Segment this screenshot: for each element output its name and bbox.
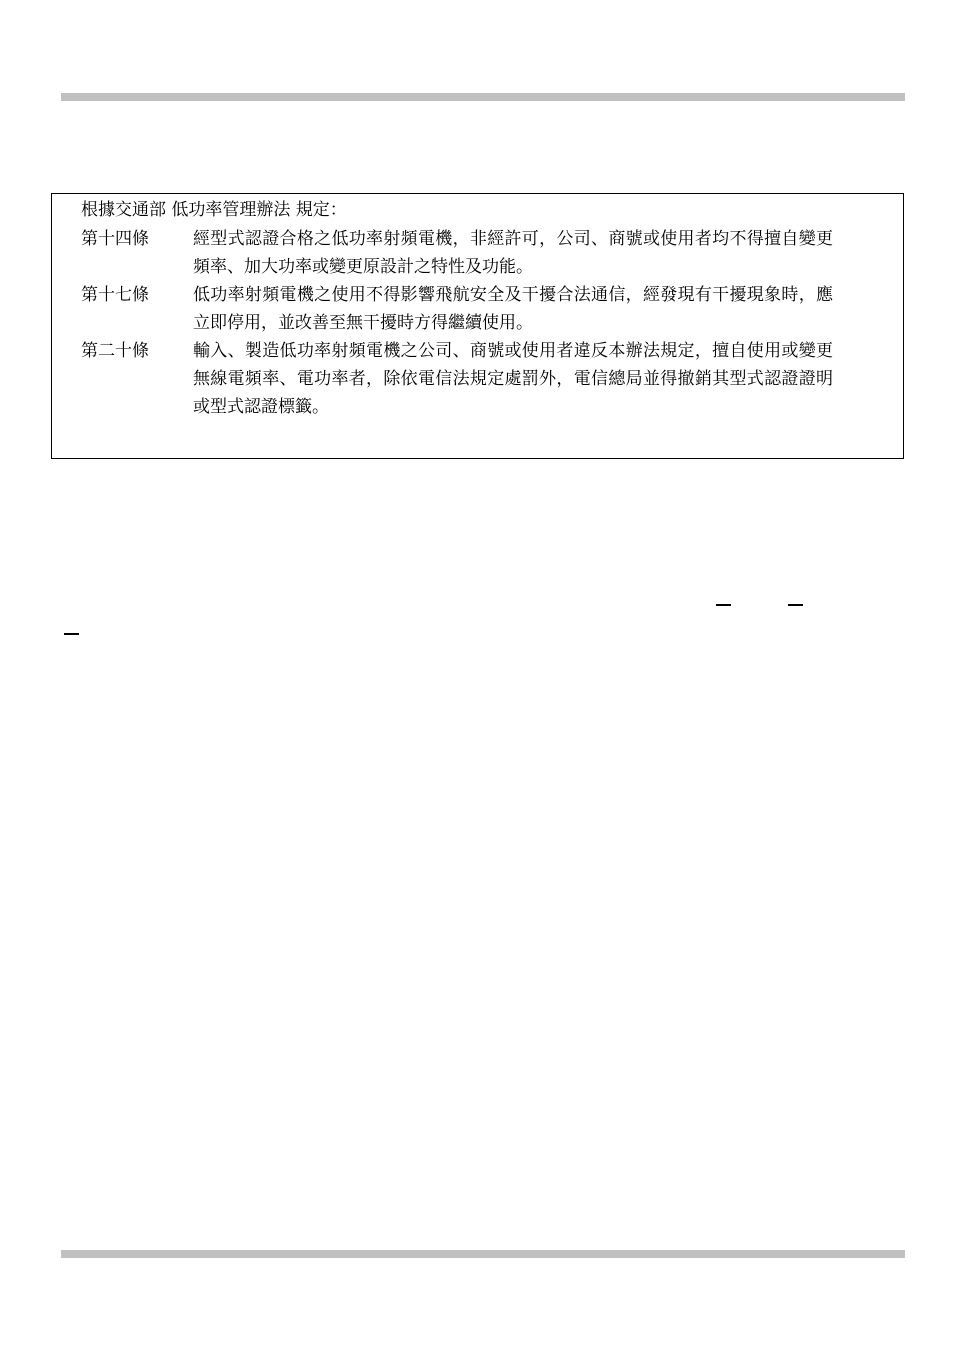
notice-intro: 根據交通部 低功率管理辦法 規定： bbox=[81, 200, 347, 220]
article-text: 輸入、製造低功率射頻電機之公司、商號或使用者違反本辦法規定，擅自使用或變更無線電頻率、電功率者，除依電信法規定處罰外，電信總局並得撤銷其型式認證證明或型式認證標籤。 bbox=[193, 341, 833, 417]
article-label: 第十四條 bbox=[81, 229, 149, 249]
article-text: 經型式認證合格之低功率射頻電機，非經許可，公司、商號或使用者均不得擅自變更頻率、加大功率或變更原設計之特性及功能。 bbox=[193, 229, 833, 277]
article-label: 第二十條 bbox=[81, 341, 149, 361]
dash-mark bbox=[788, 604, 803, 606]
footer-rule bbox=[61, 1250, 905, 1258]
article-label: 第十七條 bbox=[81, 285, 149, 305]
dash-mark bbox=[716, 604, 731, 606]
regulation-notice-box bbox=[51, 193, 904, 459]
article-text: 低功率射頻電機之使用不得影響飛航安全及干擾合法通信，經發現有干擾現象時，應立即停用，並改善至無干擾時方得繼續使用。 bbox=[193, 285, 833, 333]
header-rule bbox=[61, 93, 905, 101]
dash-mark bbox=[64, 633, 79, 635]
